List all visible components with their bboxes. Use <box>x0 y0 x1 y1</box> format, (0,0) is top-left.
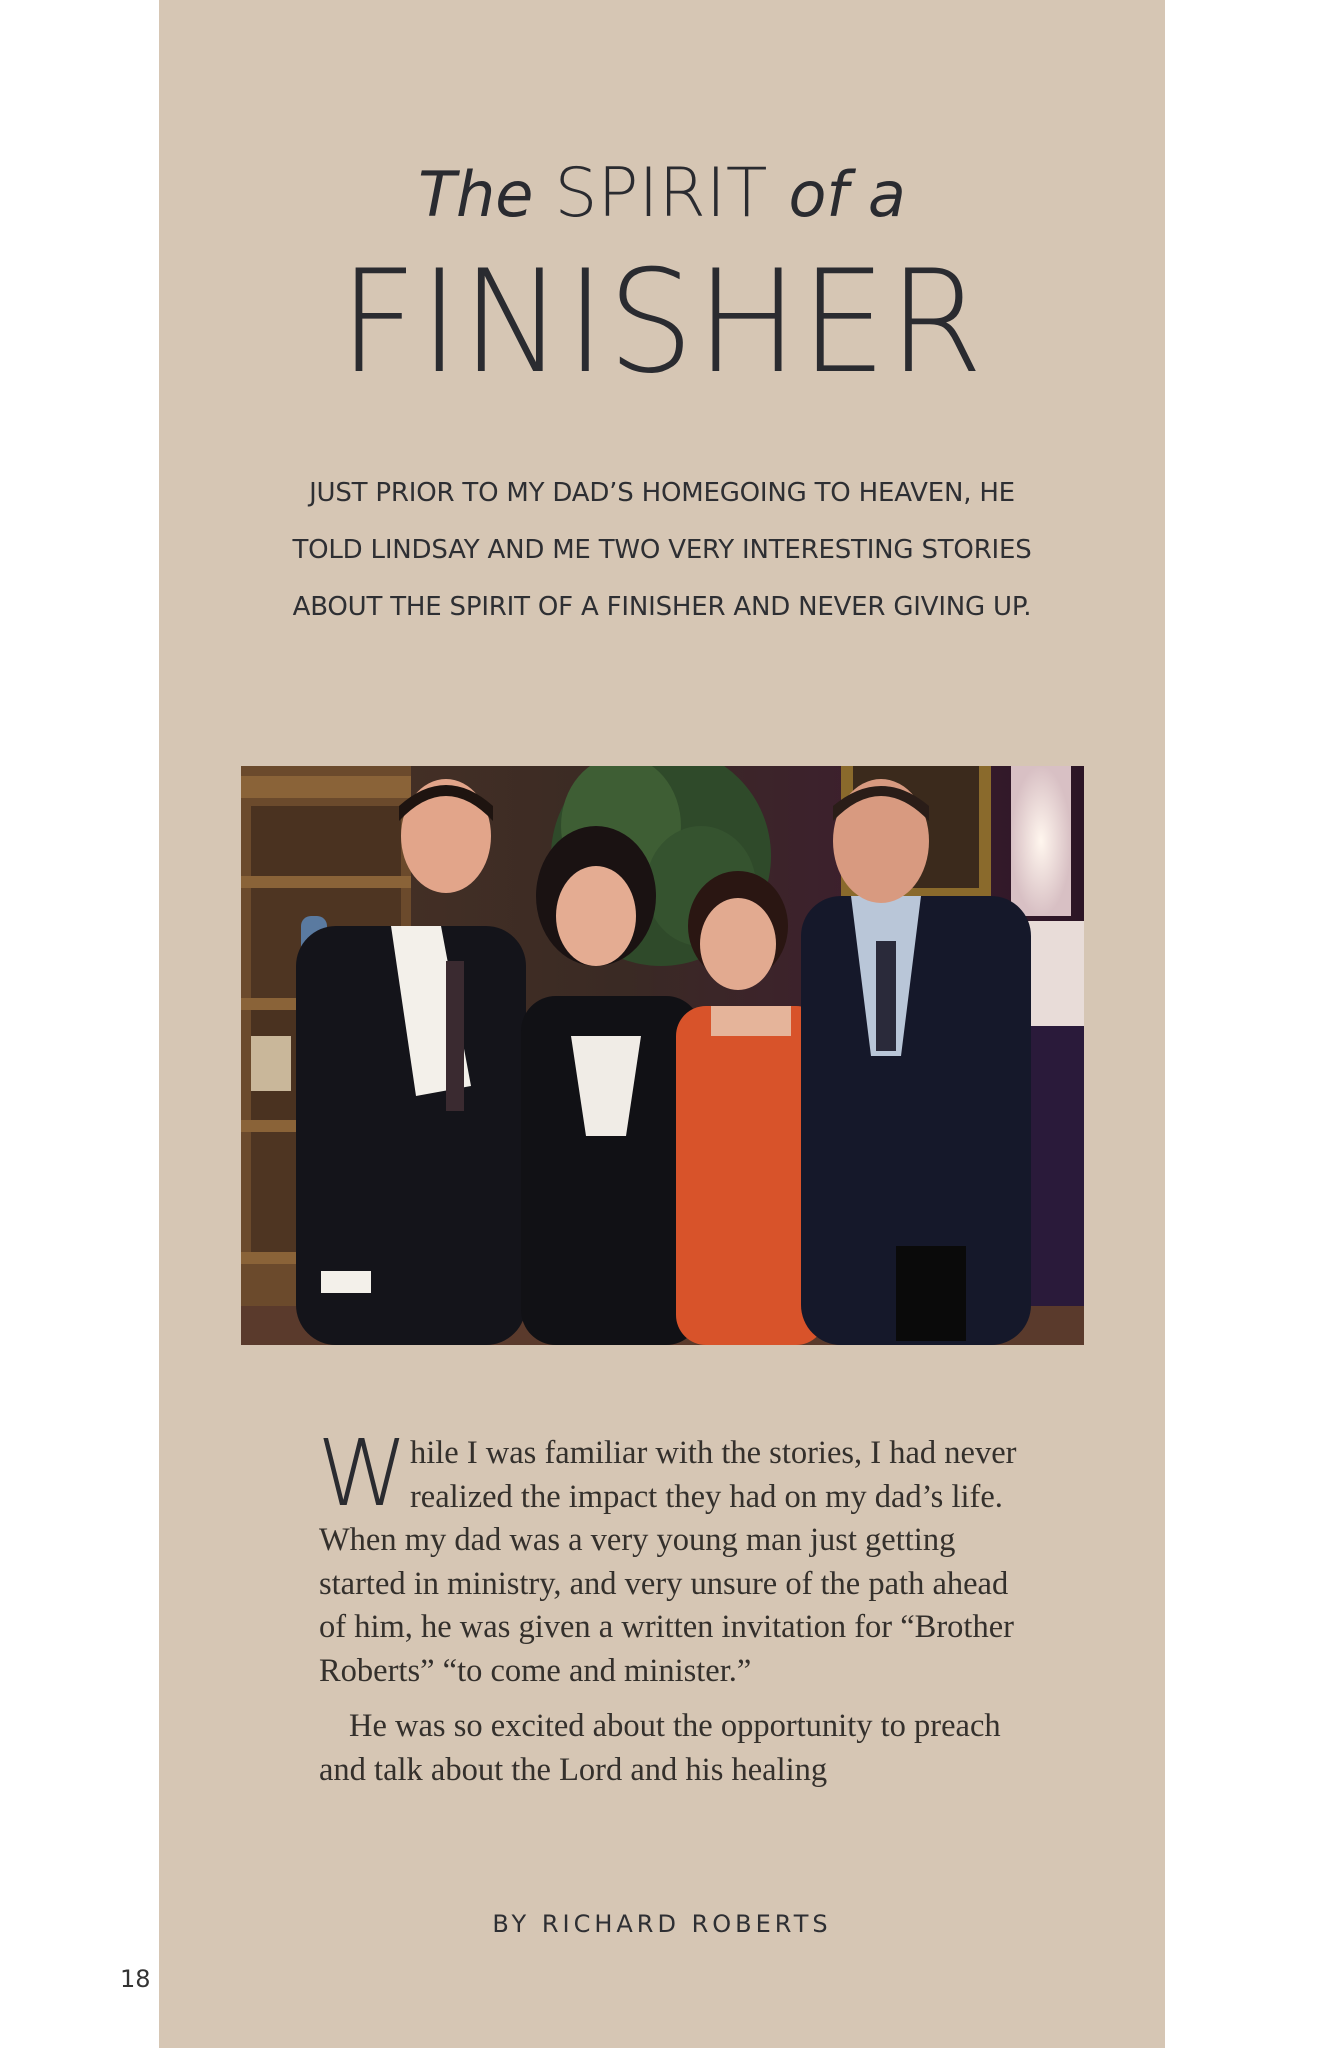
paragraph-1 <box>317 1420 1019 1693</box>
page-panel <box>159 0 1165 2048</box>
page-number: 18 <box>120 1965 151 1993</box>
paragraph-1-text: hile I was familiar with the stories, I had never realized the impact they had on my dad’s life. When my dad was a very young man just getting started in ministry, and very unsure of the path ahead of him, he was given a written invitation for “Brother Roberts” “to come and minister.” <box>319 1435 1017 1689</box>
intro-text: JUST PRIOR TO MY DAD’S HOMEGOING TO HEAVEN, HE TOLD LINDSAY AND ME TWO VERY INTERESTING STORIES ABOUT THE SPIRIT OF A FINISHER AND NEVER GIVING UP. <box>292 478 1032 622</box>
article-body <box>317 1420 1019 1792</box>
title-line-2: FINISHER <box>338 240 986 405</box>
title-word-spirit: SPIRIT <box>554 154 768 233</box>
byline: BY RICHARD ROBERTS <box>492 1910 832 1938</box>
paragraph-2: He was so excited about the opportunity to preach and talk about the Lord and his healing <box>319 1708 1001 1788</box>
title-word-the: The <box>418 158 534 231</box>
family-photo <box>241 766 1084 1345</box>
drop-cap: W <box>317 1420 408 1527</box>
title-word-of-a: of a <box>788 158 906 231</box>
title-line-1 <box>159 154 1165 233</box>
